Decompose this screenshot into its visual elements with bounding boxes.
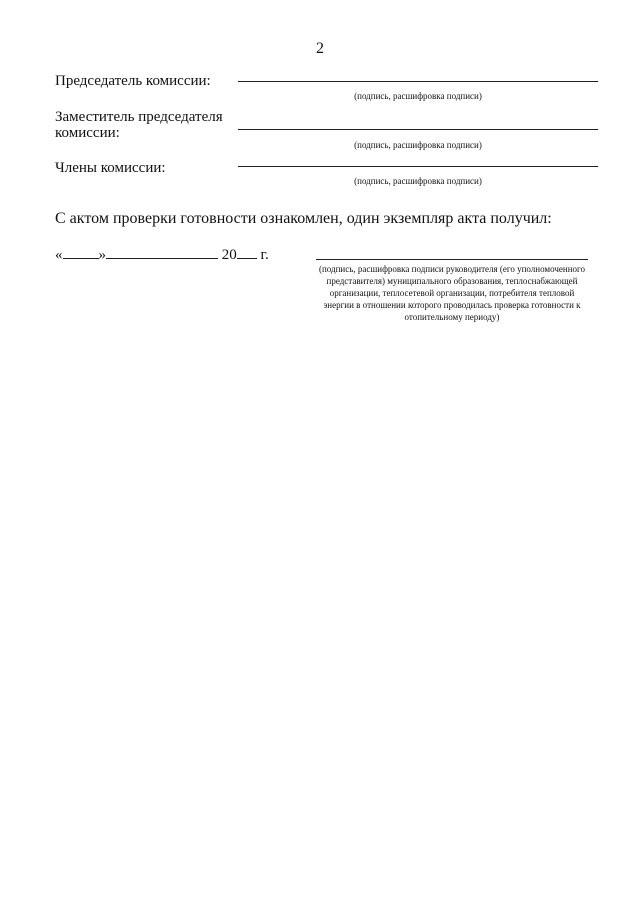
deputy-label-line1: Заместитель председателя (55, 109, 223, 125)
members-label: Члены комиссии: (55, 160, 166, 176)
receiver-signature-line[interactable] (316, 259, 588, 260)
chairman-signature-line[interactable] (238, 81, 598, 82)
year-suffix: г. (260, 247, 269, 263)
date-close-quote: » (98, 247, 106, 263)
receiver-signature-hint: (подпись, расшифровка подписи руководителя (его уполномоченного представителя) муниципального образования, теплоснабжающей организации, теплосетевой организации, потребителя тепловой энергии в отношении которого проводилась проверка готовности к отопительному периоду) (318, 264, 586, 322)
deputy-signature-hint: (подпись, расшифровка подписи) (354, 140, 482, 150)
deputy-signature-line[interactable] (238, 129, 598, 130)
date-open-quote: « (55, 247, 63, 263)
acknowledgement-statement: С актом проверки готовности ознакомлен, один экземпляр акта получил: (55, 210, 552, 227)
deputy-label-line2: комиссии: (55, 125, 120, 141)
page-number: 2 (316, 40, 324, 57)
day-blank[interactable] (63, 244, 99, 259)
year-blank[interactable] (237, 244, 257, 259)
date-field (55, 244, 269, 264)
year-prefix: 20 (221, 247, 237, 263)
members-signature-line[interactable] (238, 166, 598, 167)
month-blank[interactable] (106, 244, 218, 259)
chairman-signature-hint: (подпись, расшифровка подписи) (354, 91, 482, 101)
members-signature-hint: (подпись, расшифровка подписи) (354, 176, 482, 186)
chairman-label: Председатель комиссии: (55, 73, 211, 89)
